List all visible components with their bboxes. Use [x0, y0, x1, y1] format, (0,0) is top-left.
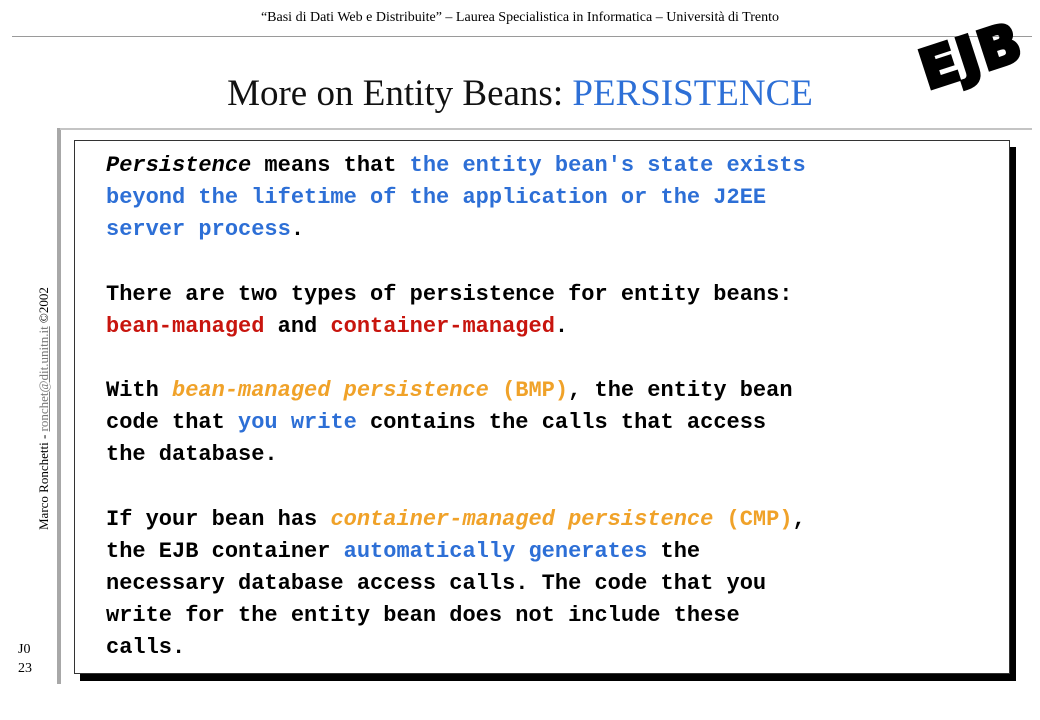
author-name: Marco Ronchetti - — [36, 431, 51, 530]
paragraph-types: There are two types of persistence for entity beans: bean-managed and container-managed. — [106, 281, 793, 339]
side-divider — [57, 128, 61, 684]
author-credit — [36, 190, 52, 530]
course-header: “Basi di Dati Web e Distribuite” – Laurea Specialistica in Informatica – Università di Trento — [260, 10, 780, 25]
paragraph-bmp: With bean-managed persistence (BMP), the entity bean code that you write contains the calls that access the database. — [106, 378, 793, 468]
title-divider — [60, 128, 1032, 130]
author-email-link[interactable]: ronchet@dit.unitn.it — [36, 326, 51, 432]
copyright-year: ©2002 — [36, 287, 51, 327]
title-accent: PERSISTENCE — [572, 73, 813, 114]
term-persistence: Persistence — [106, 153, 252, 178]
header-divider — [12, 36, 1032, 37]
paragraph-persistence: Persistence means that the entity bean's state exists beyond the lifetime of the application or the J2EE server process. — [106, 153, 806, 243]
slide-number — [18, 640, 32, 678]
page-number: 23 — [18, 661, 32, 676]
chapter-id: J0 — [18, 642, 31, 657]
slide-title — [0, 72, 1040, 115]
slide-content — [106, 150, 986, 697]
ejb-logo: EJB — [912, 9, 1031, 102]
paragraph-cmp: If your bean has container-managed persistence (CMP), the EJB container automatically generates the necessary database access calls. The code that you write for the entity bean does not include these calls. — [106, 506, 806, 661]
title-main: More on Entity Beans: — [227, 73, 573, 114]
